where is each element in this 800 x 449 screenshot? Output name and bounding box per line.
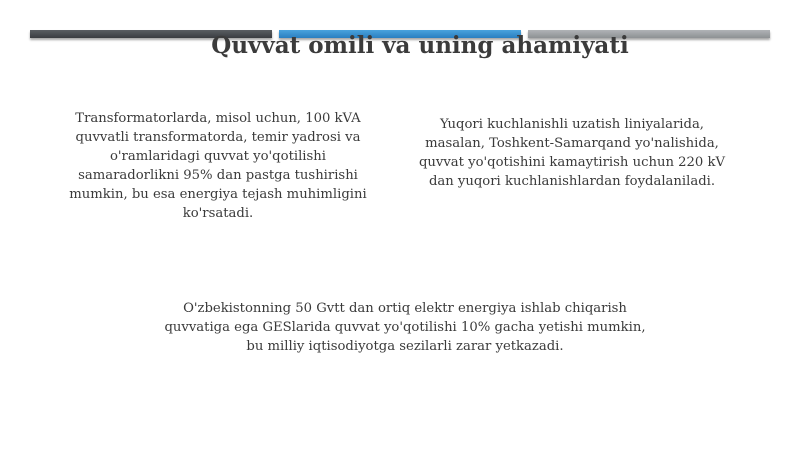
text-line: bu milliy iqtisodiyotga sezilarli zarar yetkazadi. [246, 339, 564, 354]
text-block-left [48, 109, 388, 223]
text-line: Yuqori kuchlanishli uzatish liniyalarida, [439, 117, 705, 132]
text-line: samaradorlikni 95% dan pastga tushirishi [78, 168, 358, 183]
text-block-right [400, 115, 744, 191]
text-block-bottom [100, 299, 710, 356]
text-line: Transformatorlarda, misol uchun, 100 kVA [75, 111, 361, 126]
text-line: dan yuqori kuchlanishlardan foydalaniladi. [428, 174, 716, 189]
text-line: ko'rsatadi. [182, 206, 254, 221]
text-line: O'zbekistonning 50 Gvtt dan ortiq elektr energiya ishlab chiqarish [183, 301, 627, 316]
text-line: o'ramlaridagi quvvat yo'qotilishi [109, 149, 326, 164]
text-line: quvvatiga ega GESlarida quvvat yo'qotilishi 10% gacha yetishi mumkin, [164, 320, 646, 335]
text-line: mumkin, bu esa energiya tejash muhimligini [69, 187, 367, 202]
text-line: quvvatli transformatorda, temir yadrosi va [75, 130, 361, 145]
slide-title: Quvvat omili va uning ahamiyati [211, 32, 629, 59]
text-line: masalan, Toshkent-Samarqand yo'nalishida, [425, 136, 719, 151]
text-line: quvvat yo'qotishini kamaytirish uchun 220 kV [418, 155, 726, 170]
